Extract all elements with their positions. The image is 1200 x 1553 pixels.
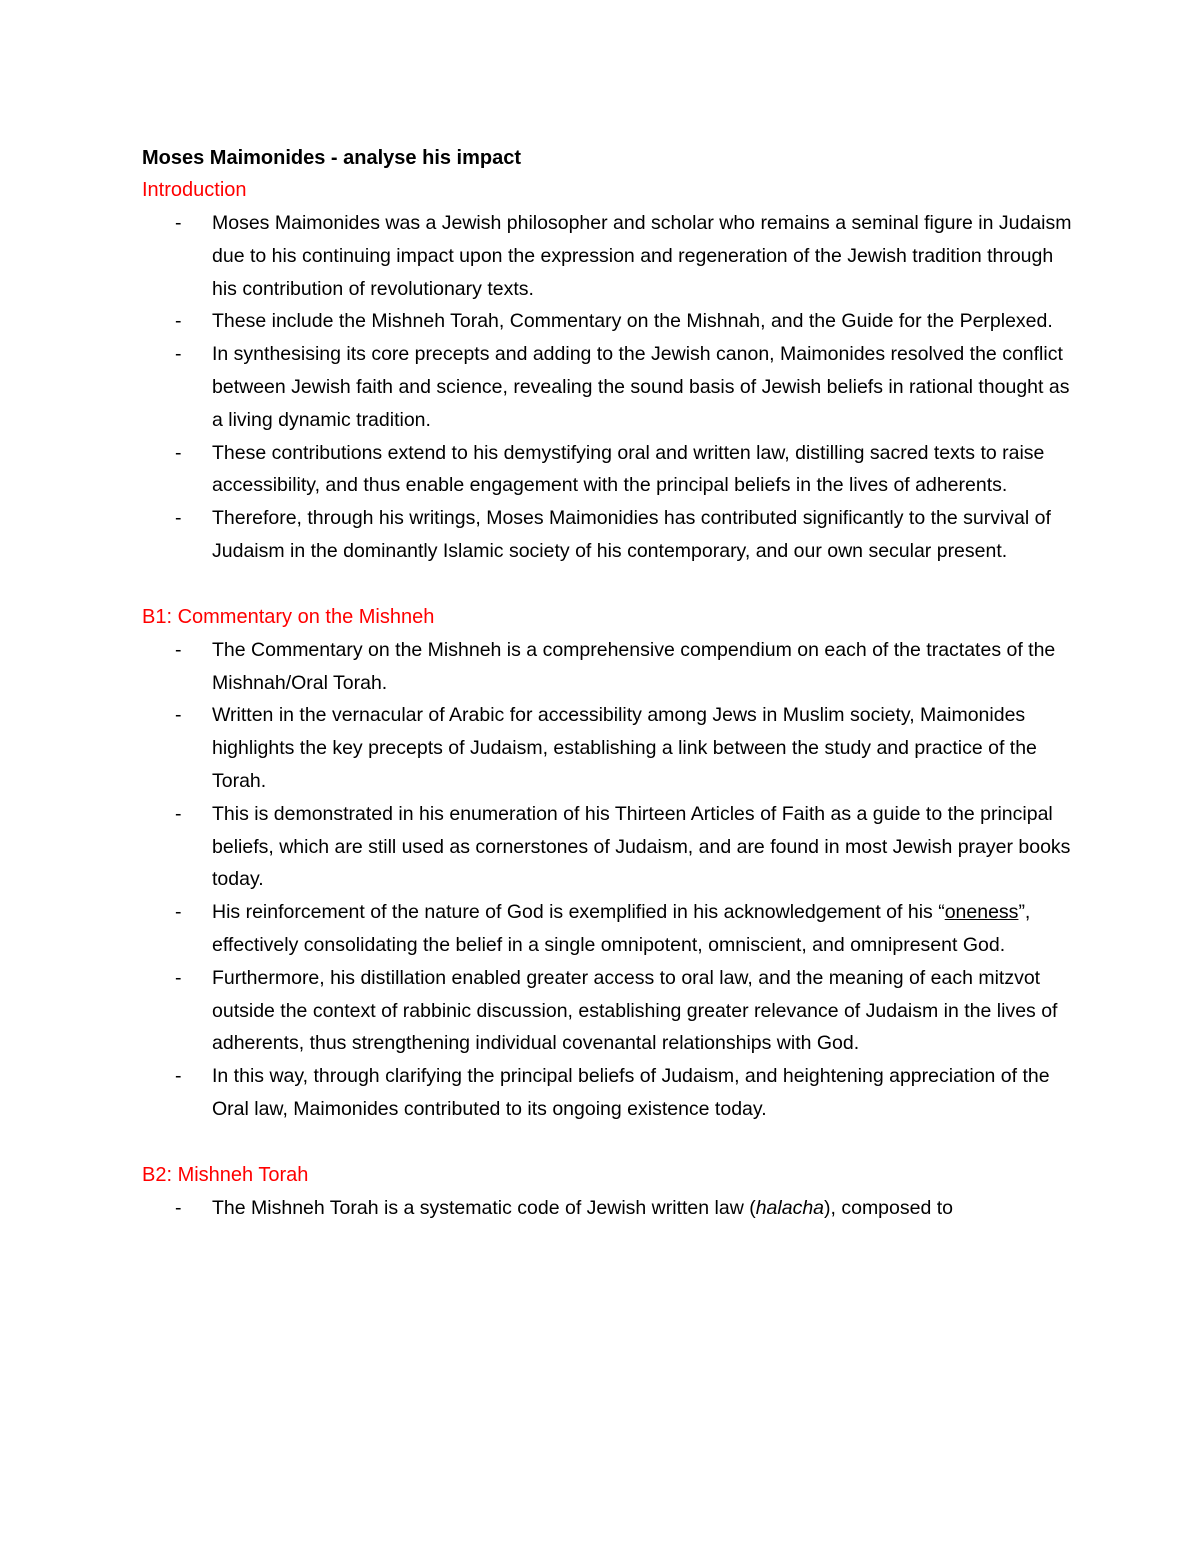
bullet-dash: - (175, 704, 182, 727)
list-item: - These contributions extend to his demystifying oral and written law, distilling sacred texts to raise accessibility, and thus enable engagement with the principal beliefs in the lives of adherents. (142, 437, 1072, 503)
list-item: - In synthesising its core precepts and adding to the Jewish canon, Maimonides resolved the conflict between Jewish faith and science, revealing the sound basis of Jewish beliefs in rational thought as a living dynamic tradition. (142, 338, 1072, 436)
bullet-dash: - (175, 966, 182, 989)
bullet-dash: - (175, 901, 182, 924)
list-item: - The Mishneh Torah is a systematic code of Jewish written law (halacha), composed to (142, 1192, 1072, 1225)
bullet-dash: - (175, 441, 182, 464)
section-heading-b1: B1: Commentary on the Mishneh (142, 605, 435, 628)
bullet-dash: - (175, 1065, 182, 1088)
list-item: - His reinforcement of the nature of God is exemplified in his acknowledgement of his “oneness”, effectively consolidating the belief in a single omnipotent, omniscient, and omnipresent God. (142, 896, 1072, 962)
bullet-dash: - (175, 212, 182, 234)
list-item: - The Commentary on the Mishneh is a comprehensive compendium on each of the tractates of the Mishnah/Oral Torah. (142, 634, 1072, 700)
list-item: - Moses Maimonides was a Jewish philosopher and scholar who remains a seminal figure in Judaism due to his continuing impact upon the expression and regeneration of the Jewish tradition through his contribution of revolutionary texts. (142, 207, 1072, 305)
paragraph-spacer (142, 1126, 1072, 1159)
document-body (142, 142, 1072, 1225)
paragraph-spacer (142, 568, 1072, 601)
list-item: - This is demonstrated in his enumeration of his Thirteen Articles of Faith as a guide to the principal beliefs, which are still used as cornerstones of Judaism, and are found in most Jewish prayer books today. (142, 798, 1072, 896)
list-item: - Furthermore, his distillation enabled greater access to oral law, and the meaning of each mitzvot outside the context of rabbinic discussion, establishing greater relevance of Judaism in the lives of adherents, thus strengthening individual covenantal relationships with God. (142, 962, 1072, 1060)
underlined-word: oneness (944, 901, 1019, 924)
bullet-dash: - (175, 1196, 182, 1219)
italic-term: halacha (755, 1196, 825, 1219)
list-item: - These include the Mishneh Torah, Commentary on the Mishnah, and the Guide for the Perplexed. (142, 305, 1072, 338)
section-heading-b2: B2: Mishneh Torah (142, 1163, 309, 1186)
bullet-dash: - (175, 343, 182, 366)
b1-list (142, 634, 1072, 1126)
list-item: - Therefore, through his writings, Moses Maimonidies has contributed significantly to the survival of Judaism in the dominantly Islamic society of his contemporary, and our own secular present. (142, 502, 1072, 568)
b2-list (142, 1192, 1072, 1225)
bullet-dash: - (175, 507, 182, 530)
introduction-list (142, 207, 1072, 568)
list-item: - In this way, through clarifying the principal beliefs of Judaism, and heightening appreciation of the Oral law, Maimonides contributed to its ongoing existence today. (142, 1060, 1072, 1126)
bullet-dash: - (175, 310, 182, 333)
section-heading-introduction: Introduction (142, 179, 247, 201)
document-title: Moses Maimonides - analyse his impact (142, 147, 522, 169)
bullet-dash: - (175, 638, 182, 661)
bullet-dash: - (175, 802, 182, 825)
list-item: - Written in the vernacular of Arabic for accessibility among Jews in Muslim society, Maimonides highlights the key precepts of Judaism, establishing a link between the study and practice of the Torah. (142, 699, 1072, 797)
